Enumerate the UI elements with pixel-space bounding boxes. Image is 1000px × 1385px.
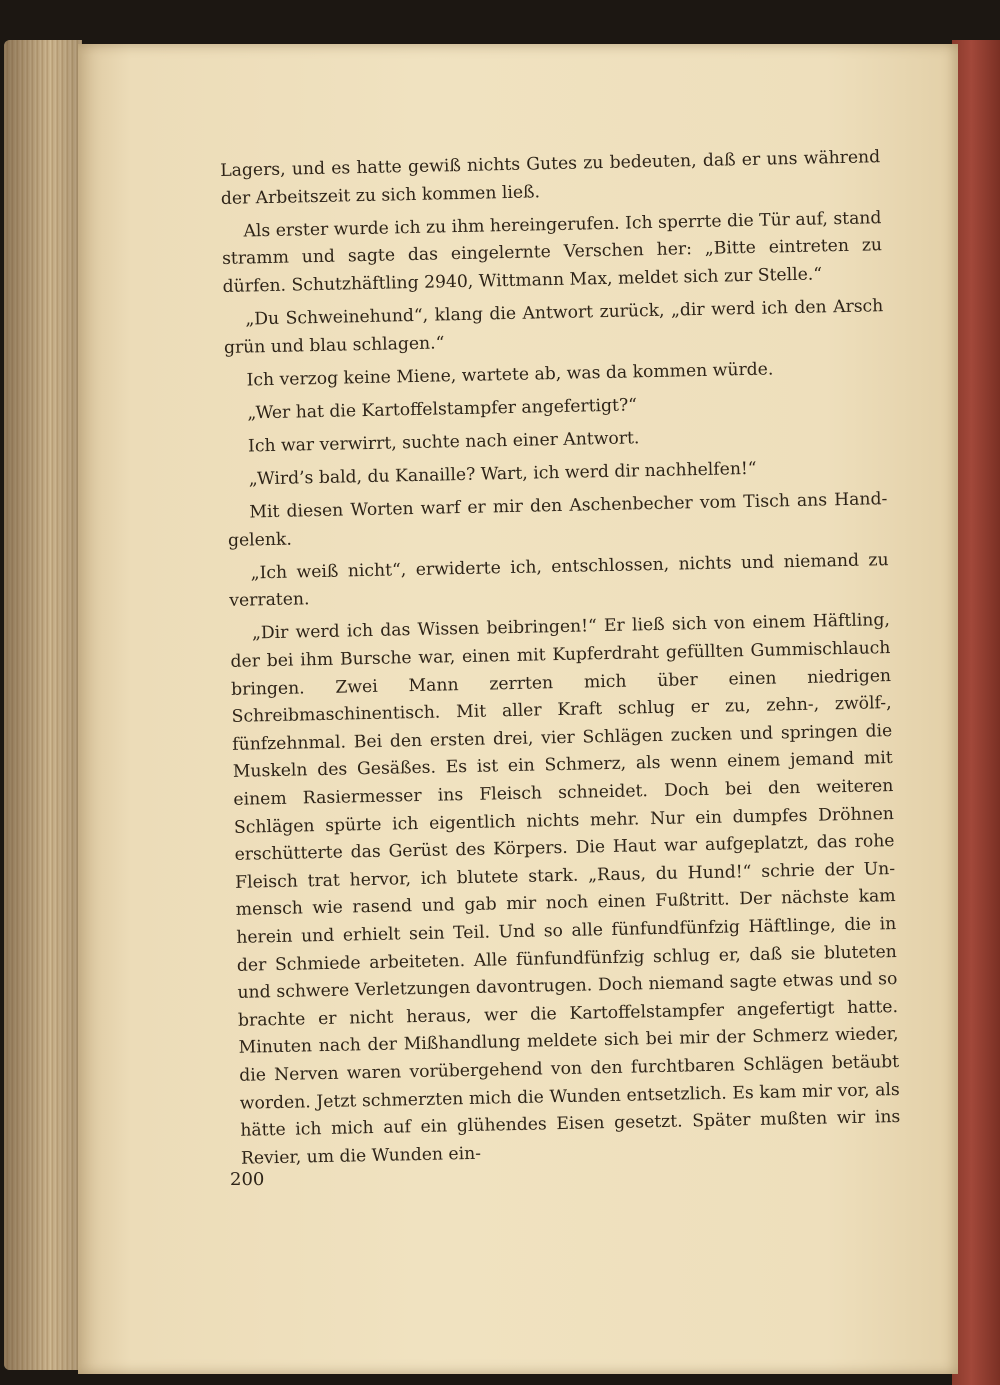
- page-body-text: [220, 144, 901, 1178]
- paragraph: Lagers, und es hatte gewiß nichts Gutes zu bedeuten, daß er uns während der Arbeitszeit zu sich kommen ließ.: [220, 147, 881, 209]
- page-stack-shadow: [4, 40, 82, 1370]
- paragraph: Ich war verwirrt, suchte nach einer Antwort.: [247, 428, 640, 457]
- paragraph: „Dir werd ich das Wissen beibringen!“ Er ließ sich von einem Häftling, der bei ihm Bursche war, einen mit Kupferdraht gefüllten Gummischlauch bringen. Zwei Mann zerrten mich über einen niedrigen Schreibmaschinentisch. Mit aller Kraft schlug er zu, zehn-, zwölf-, fünfzehnmal. Bei den ersten drei, vier Schlägen zucken und springen die Muskeln des Gesäßes. Es ist ein Schmerz, als wenn einem jemand mit einem Rasiermesser ins Fleisch schneidet. Doch bei den weiteren Schlägen spürte ich eigentlich nichts mehr. Nur ein dumpfes Dröhnen erschütterte das Gerüst des Körpers. Die Haut war aufgeplatzt, das rohe Fleisch trat hervor, ich blutete stark. „Raus, du Hund!“ schrie der Unmensch wie rasend und gab mir noch einen Fußtritt. Der nächste kam herein und erhielt sein Teil. Und so alle fünfundfünfzig Häftlinge, die in der Schmiede arbeiteten. Alle fünfundfünfzig schlug er, daß sie bluteten und schwere Verletzungen davontrugen. Doch niemand sagte etwas und so brachte er nicht heraus, wer die Kartoffelstampfer angefertigt hatte. Minuten nach der Mißhandlung meldete sich bei mir der Schmerz wieder, die Nerven waren vorübergehend von den furchtbaren Schlägen betäubt worden. Jetzt schmerzten mich die Wunden entsetzlich. Es kam mir vor, als hätte ich mich auf ein glühendes Eisen gesetzt. Später mußten wir ins Revier, um die Wunden ein-: [230, 610, 901, 1169]
- paragraph: „Wird’s bald, du Kanaille? Wart, ich werd dir nachhelfen!“: [248, 458, 757, 490]
- page-number: 200: [230, 1169, 265, 1190]
- paragraph: „Wer hat die Kartoffelstampfer angefertigt?“: [247, 395, 638, 424]
- paragraph: „Ich weiß nicht“, erwiderte ich, entschlossen, nichts und niemand zu verraten.: [229, 549, 889, 612]
- book-cover-edge: [952, 40, 1000, 1385]
- paragraph: Als erster wurde ich zu ihm hereingerufen. Ich sperrte die Tür auf, stand stramm und sagte das eingelernte Verschen her: „Bitte eintreten zu dürfen. Schutzhäftling 2940, Wittmann Max, meldet sich zur Stelle.“: [221, 207, 883, 297]
- paragraph: „Du Schweinehund“, klang die Antwort zurück, „dir werd ich den Arsch grün und blau schlagen.“: [223, 296, 884, 358]
- paragraph: Ich verzog keine Miene, wartete ab, was da kommen würde.: [246, 359, 774, 391]
- book-page: [78, 44, 958, 1374]
- paragraph: Mit diesen Worten warf er mir den Aschenbecher vom Tisch ans Handgelenk.: [227, 489, 888, 551]
